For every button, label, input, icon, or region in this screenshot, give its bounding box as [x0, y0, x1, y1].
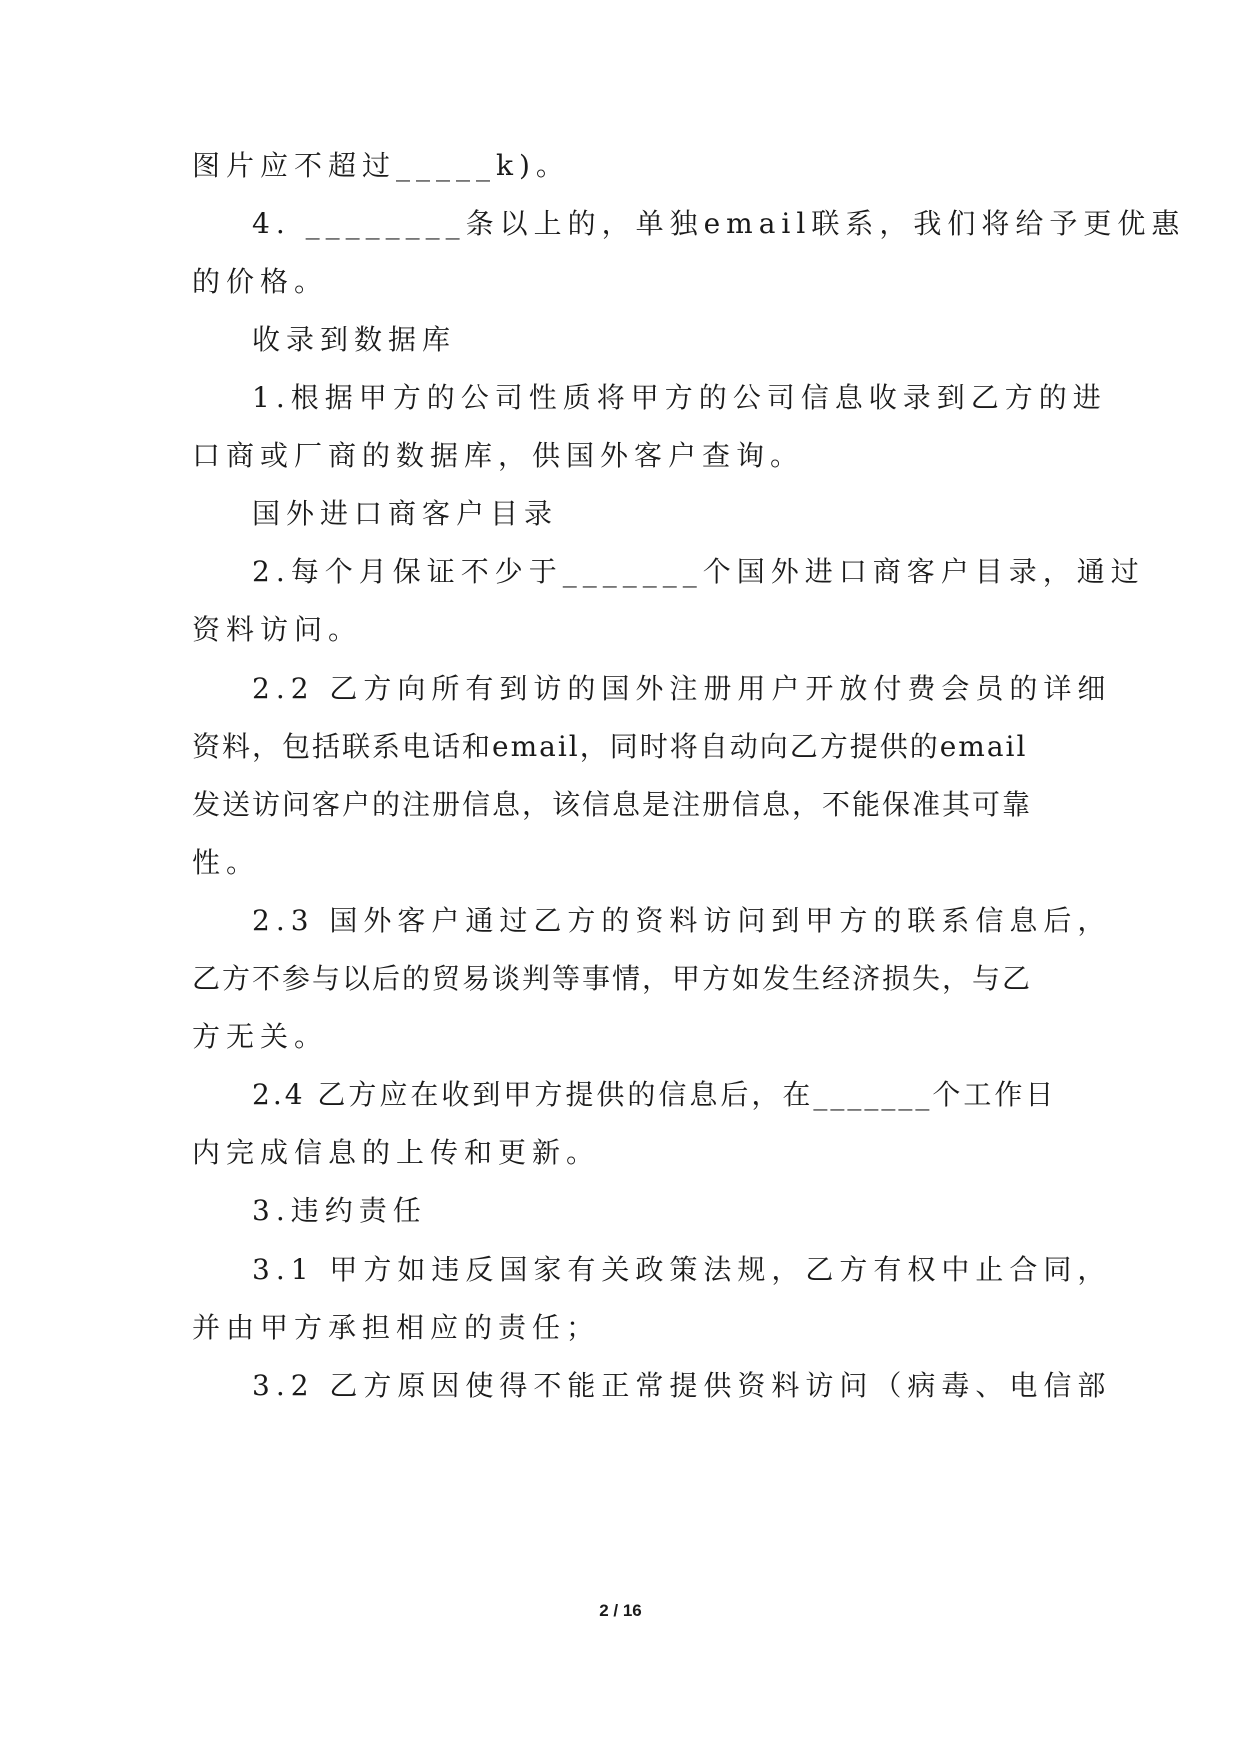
text-line: 3.2 乙方原因使得不能正常提供资料访问（病毒、电信部: [252, 1369, 1112, 1402]
text-line: 资料访问。: [192, 613, 363, 646]
text-line: 的价格。: [192, 265, 329, 298]
text-line: 口商或厂商的数据库，供国外客户查询。: [192, 439, 805, 472]
page-number: 2 / 16: [599, 1601, 642, 1620]
section-heading: 3.违约责任: [252, 1194, 427, 1227]
section-heading: 国外进口商客户目录: [252, 497, 559, 530]
text-line: 2.2 乙方向所有到访的国外注册用户开放付费会员的详细: [252, 672, 1112, 705]
section-heading: 收录到数据库: [252, 323, 457, 356]
text-line: 资料，包括联系电话和email，同时将自动向乙方提供的email: [192, 730, 1028, 763]
text-line: 3.1 甲方如违反国家有关政策法规，乙方有权中止合同，: [252, 1253, 1112, 1286]
text-line: 方无关。: [192, 1020, 329, 1053]
text-line: 内完成信息的上传和更新。: [192, 1136, 601, 1169]
text-line: 2.3 国外客户通过乙方的资料访问到甲方的联系信息后，: [252, 904, 1112, 937]
text-line: 4. ________条以上的，单独email联系，我们将给予更优惠: [252, 207, 1186, 240]
text-line: 乙方不参与以后的贸易谈判等事情，甲方如发生经济损失，与乙: [192, 962, 1033, 995]
text-line: 并由甲方承担相应的责任；: [192, 1311, 601, 1344]
text-line: 图片应不超过_____k)。: [192, 149, 570, 182]
text-line: 发送访问客户的注册信息，该信息是注册信息，不能保准其可靠: [192, 788, 1033, 821]
text-line: 1.根据甲方的公司性质将甲方的公司信息收录到乙方的进: [252, 381, 1107, 414]
text-line: 性。: [192, 846, 261, 879]
text-line: 2.每个月保证不少于_______个国外进口商客户目录，通过: [252, 555, 1145, 588]
text-line: 2.4 乙方应在收到甲方提供的信息后，在_______个工作日: [252, 1078, 1057, 1111]
